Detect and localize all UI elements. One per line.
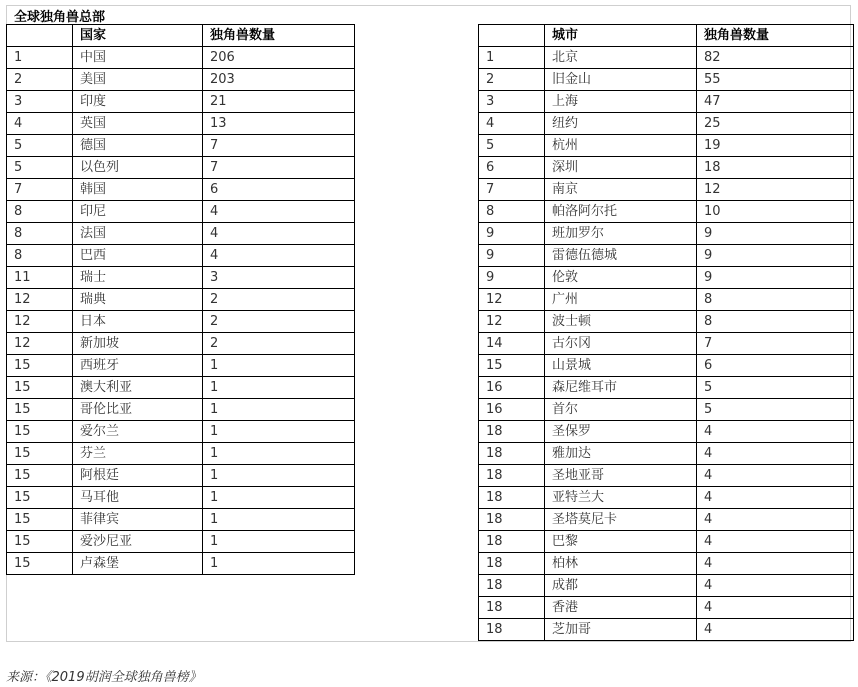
rank-cell: 12 (479, 289, 545, 311)
rank-cell: 15 (7, 553, 73, 575)
rank-cell: 15 (7, 509, 73, 531)
rank-cell: 1 (479, 47, 545, 69)
city-cell: 杭州 (545, 135, 697, 157)
count-header: 独角兽数量 (203, 25, 355, 47)
table-row (479, 509, 854, 531)
country-cell: 马耳他 (73, 487, 203, 509)
count-cell: 9 (697, 267, 854, 289)
country-table (6, 24, 355, 575)
table-row (479, 223, 854, 245)
rank-cell: 6 (479, 157, 545, 179)
rank-cell: 18 (479, 509, 545, 531)
count-cell: 6 (697, 355, 854, 377)
count-cell: 1 (203, 531, 355, 553)
rank-header (7, 25, 73, 47)
rank-cell: 18 (479, 553, 545, 575)
table-row (7, 311, 355, 333)
country-cell: 印度 (73, 91, 203, 113)
country-cell: 瑞士 (73, 267, 203, 289)
count-cell: 19 (697, 135, 854, 157)
table-row (7, 553, 355, 575)
city-cell: 古尔冈 (545, 333, 697, 355)
country-cell: 澳大利亚 (73, 377, 203, 399)
rank-cell: 18 (479, 465, 545, 487)
country-cell: 日本 (73, 311, 203, 333)
table-row (7, 421, 355, 443)
count-cell: 8 (697, 289, 854, 311)
table-row (479, 531, 854, 553)
country-cell: 印尼 (73, 201, 203, 223)
table-row (7, 399, 355, 421)
count-cell: 13 (203, 113, 355, 135)
rank-cell: 18 (479, 575, 545, 597)
city-cell: 纽约 (545, 113, 697, 135)
count-header: 独角兽数量 (697, 25, 854, 47)
count-cell: 1 (203, 355, 355, 377)
rank-cell: 4 (479, 113, 545, 135)
country-cell: 爱尔兰 (73, 421, 203, 443)
table-row (7, 69, 355, 91)
table-row (479, 421, 854, 443)
city-cell: 圣塔莫尼卡 (545, 509, 697, 531)
count-cell: 6 (203, 179, 355, 201)
count-cell: 21 (203, 91, 355, 113)
table-row (7, 487, 355, 509)
table-header-row (479, 25, 854, 47)
rank-cell: 18 (479, 597, 545, 619)
rank-cell: 12 (7, 289, 73, 311)
city-cell: 帕洛阿尔托 (545, 201, 697, 223)
table-row (479, 597, 854, 619)
count-cell: 5 (697, 399, 854, 421)
count-cell: 4 (203, 201, 355, 223)
rank-cell: 4 (7, 113, 73, 135)
count-cell: 4 (697, 531, 854, 553)
table-row (479, 91, 854, 113)
count-cell: 18 (697, 157, 854, 179)
table-row (479, 333, 854, 355)
table-row (479, 47, 854, 69)
city-cell: 南京 (545, 179, 697, 201)
count-cell: 4 (697, 443, 854, 465)
count-cell: 1 (203, 421, 355, 443)
count-cell: 206 (203, 47, 355, 69)
rank-cell: 9 (479, 267, 545, 289)
city-table (478, 24, 854, 641)
source-note: 来源：《2019胡润全球独角兽榜》 (6, 670, 202, 685)
country-cell: 瑞典 (73, 289, 203, 311)
city-cell: 雅加达 (545, 443, 697, 465)
rank-header (479, 25, 545, 47)
city-cell: 广州 (545, 289, 697, 311)
country-cell: 卢森堡 (73, 553, 203, 575)
count-cell: 4 (697, 487, 854, 509)
count-cell: 1 (203, 487, 355, 509)
count-cell: 4 (697, 509, 854, 531)
rank-cell: 3 (7, 91, 73, 113)
rank-cell: 18 (479, 443, 545, 465)
table-row (479, 157, 854, 179)
count-cell: 4 (697, 553, 854, 575)
table-row (7, 267, 355, 289)
table-row (479, 487, 854, 509)
rank-cell: 15 (7, 421, 73, 443)
count-cell: 47 (697, 91, 854, 113)
country-cell: 爱沙尼亚 (73, 531, 203, 553)
count-cell: 1 (203, 377, 355, 399)
rank-cell: 15 (7, 465, 73, 487)
table-row (7, 135, 355, 157)
count-cell: 1 (203, 465, 355, 487)
count-cell: 12 (697, 179, 854, 201)
country-cell: 芬兰 (73, 443, 203, 465)
country-cell: 法国 (73, 223, 203, 245)
table-row (479, 553, 854, 575)
rank-cell: 18 (479, 619, 545, 641)
rank-cell: 2 (7, 69, 73, 91)
count-cell: 4 (697, 619, 854, 641)
city-cell: 芝加哥 (545, 619, 697, 641)
country-cell: 韩国 (73, 179, 203, 201)
rank-cell: 16 (479, 377, 545, 399)
count-cell: 4 (203, 223, 355, 245)
rank-cell: 12 (7, 311, 73, 333)
rank-cell: 8 (479, 201, 545, 223)
rank-cell: 7 (479, 179, 545, 201)
table-row (7, 179, 355, 201)
table-row (7, 201, 355, 223)
count-cell: 82 (697, 47, 854, 69)
count-cell: 7 (697, 333, 854, 355)
city-header: 城市 (545, 25, 697, 47)
table-row (479, 289, 854, 311)
rank-cell: 12 (479, 311, 545, 333)
country-cell: 英国 (73, 113, 203, 135)
rank-cell: 15 (7, 377, 73, 399)
table-row (479, 69, 854, 91)
city-cell: 亚特兰大 (545, 487, 697, 509)
rank-cell: 7 (7, 179, 73, 201)
table-row (479, 179, 854, 201)
rank-cell: 14 (479, 333, 545, 355)
count-cell: 7 (203, 135, 355, 157)
count-cell: 4 (697, 465, 854, 487)
table-row (479, 267, 854, 289)
count-cell: 4 (697, 597, 854, 619)
rank-cell: 18 (479, 531, 545, 553)
table-row (7, 355, 355, 377)
count-cell: 9 (697, 245, 854, 267)
city-cell: 圣保罗 (545, 421, 697, 443)
table-row (479, 399, 854, 421)
country-cell: 以色列 (73, 157, 203, 179)
rank-cell: 5 (479, 135, 545, 157)
city-cell: 班加罗尔 (545, 223, 697, 245)
table-row (7, 91, 355, 113)
city-cell: 森尼维耳市 (545, 377, 697, 399)
country-cell: 美国 (73, 69, 203, 91)
count-cell: 8 (697, 311, 854, 333)
count-cell: 3 (203, 267, 355, 289)
rank-cell: 18 (479, 487, 545, 509)
city-cell: 柏林 (545, 553, 697, 575)
count-cell: 1 (203, 553, 355, 575)
table-row (479, 575, 854, 597)
table-row (7, 223, 355, 245)
table-row (7, 465, 355, 487)
table-row (7, 289, 355, 311)
rank-cell: 8 (7, 245, 73, 267)
count-cell: 2 (203, 289, 355, 311)
rank-cell: 9 (479, 245, 545, 267)
country-cell: 德国 (73, 135, 203, 157)
table-row (7, 157, 355, 179)
city-cell: 山景城 (545, 355, 697, 377)
table-row (479, 355, 854, 377)
city-cell: 香港 (545, 597, 697, 619)
country-header: 国家 (73, 25, 203, 47)
country-cell: 哥伦比亚 (73, 399, 203, 421)
city-cell: 深圳 (545, 157, 697, 179)
city-cell: 伦敦 (545, 267, 697, 289)
city-cell: 旧金山 (545, 69, 697, 91)
city-cell: 圣地亚哥 (545, 465, 697, 487)
rank-cell: 15 (7, 355, 73, 377)
count-cell: 1 (203, 509, 355, 531)
country-cell: 中国 (73, 47, 203, 69)
rank-cell: 18 (479, 421, 545, 443)
table-row (7, 443, 355, 465)
page-title: 全球独角兽总部 (14, 10, 106, 25)
rank-cell: 5 (7, 157, 73, 179)
count-cell: 4 (203, 245, 355, 267)
rank-cell: 9 (479, 223, 545, 245)
rank-cell: 11 (7, 267, 73, 289)
table-row (479, 377, 854, 399)
rank-cell: 2 (479, 69, 545, 91)
city-cell: 首尔 (545, 399, 697, 421)
count-cell: 203 (203, 69, 355, 91)
table-row (479, 245, 854, 267)
rank-cell: 16 (479, 399, 545, 421)
rank-cell: 15 (7, 399, 73, 421)
city-cell: 巴黎 (545, 531, 697, 553)
table-row (479, 443, 854, 465)
rank-cell: 15 (479, 355, 545, 377)
rank-cell: 15 (7, 531, 73, 553)
count-cell: 1 (203, 399, 355, 421)
country-cell: 新加坡 (73, 333, 203, 355)
city-cell: 上海 (545, 91, 697, 113)
table-row (479, 201, 854, 223)
count-cell: 1 (203, 443, 355, 465)
count-cell: 10 (697, 201, 854, 223)
city-cell: 雷德伍德城 (545, 245, 697, 267)
city-cell: 波士顿 (545, 311, 697, 333)
count-cell: 55 (697, 69, 854, 91)
rank-cell: 15 (7, 487, 73, 509)
count-cell: 5 (697, 377, 854, 399)
country-cell: 菲律宾 (73, 509, 203, 531)
table-row (479, 465, 854, 487)
table-row (479, 113, 854, 135)
rank-cell: 12 (7, 333, 73, 355)
country-cell: 巴西 (73, 245, 203, 267)
table-row (479, 311, 854, 333)
count-cell: 2 (203, 333, 355, 355)
table-header-row (7, 25, 355, 47)
table-row (479, 619, 854, 641)
rank-cell: 5 (7, 135, 73, 157)
count-cell: 4 (697, 421, 854, 443)
rank-cell: 8 (7, 201, 73, 223)
rank-cell: 15 (7, 443, 73, 465)
table-row (479, 135, 854, 157)
table-row (7, 333, 355, 355)
rank-cell: 3 (479, 91, 545, 113)
table-row (7, 113, 355, 135)
table-row (7, 531, 355, 553)
count-cell: 25 (697, 113, 854, 135)
country-cell: 西班牙 (73, 355, 203, 377)
table-row (7, 377, 355, 399)
country-cell: 阿根廷 (73, 465, 203, 487)
city-cell: 成都 (545, 575, 697, 597)
table-row (7, 509, 355, 531)
count-cell: 7 (203, 157, 355, 179)
rank-cell: 8 (7, 223, 73, 245)
count-cell: 4 (697, 575, 854, 597)
count-cell: 9 (697, 223, 854, 245)
city-cell: 北京 (545, 47, 697, 69)
count-cell: 2 (203, 311, 355, 333)
table-row (7, 245, 355, 267)
table-row (7, 47, 355, 69)
rank-cell: 1 (7, 47, 73, 69)
